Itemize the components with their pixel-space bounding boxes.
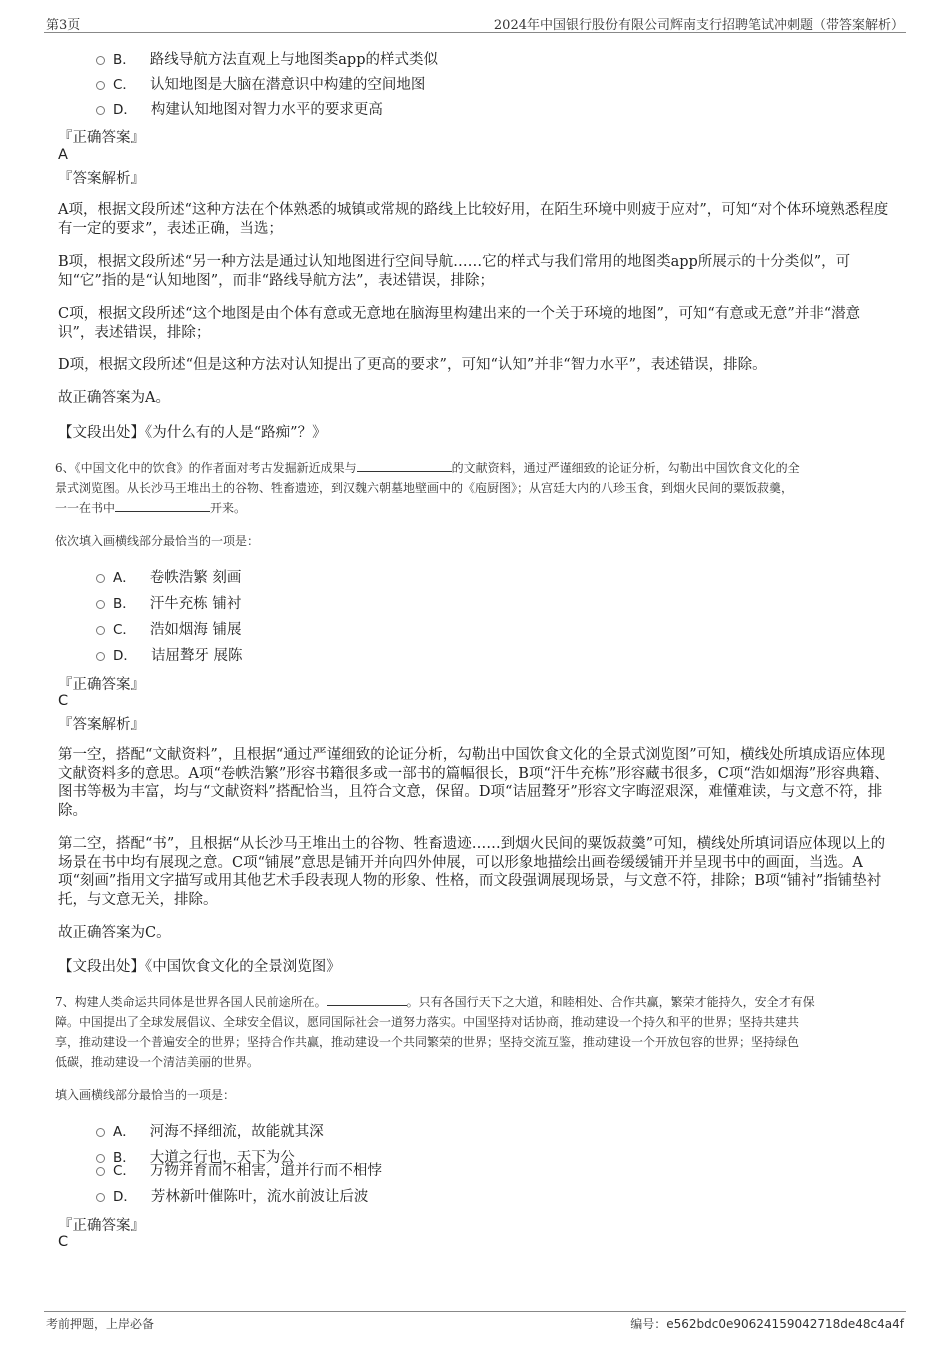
radio-icon[interactable] [96, 81, 105, 90]
option-text: 汗牛充栋 铺衬 [149, 595, 242, 612]
q5-source: 【文段出处】《为什么有的人是“路痴”？》 [58, 425, 327, 441]
q6-conclusion: 故正确答案为C。 [58, 925, 171, 941]
q7-blank [327, 993, 407, 1006]
q6-answer: C [58, 693, 69, 709]
option-text: 万物并育而不相害，道并行而不相悖 [149, 1162, 382, 1179]
radio-icon[interactable] [96, 106, 105, 115]
q6-answer-label: 『正确答案』 [58, 677, 145, 693]
q6-stem [55, 458, 895, 518]
option-text: 卷帙浩繁 刻画 [149, 569, 242, 586]
header-divider [44, 32, 906, 33]
q7-stem-part: 7、构建人类命运共同体是世界各国人民前途所在。 [55, 995, 327, 1009]
radio-icon[interactable] [96, 652, 105, 661]
q6-analysis-second-blank: 第二空，搭配“书”，且根据“从长沙马王堆出土的谷物、牲畜遗迹……到烟火民间的粟饭菽羹”可知，横线处所填词语应体现以上的场景在书中均有展现之意。C项“铺展”意思是铺开并向四外伸展，可以形象地描绘出画卷缓缓铺开并呈现书中的画面，当选。A项“刻画”指用文字描写或用其他艺术手段表现人物的形象、性格，而文段强调展现场景，与文意不符，排除；B项“铺衬”指铺垫衬托，与文意无关，排除。 [58, 836, 886, 908]
q6-source: 【文段出处】《中国饮食文化的全景浏览图》 [58, 959, 341, 975]
page-number: 第3页 [46, 18, 81, 33]
q5-option-b[interactable] [96, 48, 438, 68]
q5-analysis-label: 『答案解析』 [58, 171, 145, 187]
q6-stem-part: 景式浏览图。从长沙马王堆出土的谷物、牲畜遗迹，到汉魏六朝墓地壁画中的《庖厨图》；从宫廷大内的八珍玉食，到烟火民间的粟饭菽羹， [55, 481, 794, 495]
q5-conclusion: 故正确答案为A。 [58, 390, 170, 406]
option-letter: B． [113, 1150, 136, 1166]
q7-option-d[interactable] [96, 1185, 368, 1205]
footer-slogan: 考前押题，上岸必备 [46, 1317, 155, 1331]
option-text: 路线导航方法直观上与地图类app的样式类似 [149, 51, 438, 68]
radio-icon[interactable] [96, 1193, 105, 1202]
q5-answer-label: 『正确答案』 [58, 130, 145, 146]
option-text: 诘屈聱牙 展陈 [150, 647, 243, 664]
q5-analysis-c: C项，根据文段所述“这个地图是由个体有意或无意地在脑海里构建出来的一个关于环境的地图”，可知“有意或无意”并非“潜意识”，表述错误，排除； [58, 306, 861, 341]
option-letter: D． [113, 102, 137, 118]
document-id-label: 编号： [630, 1317, 667, 1331]
q6-option-a[interactable] [96, 566, 241, 586]
radio-icon[interactable] [96, 1167, 105, 1176]
q7-stem [55, 992, 895, 1072]
option-letter: B． [113, 596, 136, 612]
q7-stem-part: 。只有各国行天下之大道，和睦相处、合作共赢，繁荣才能持久，安全才有保 [406, 995, 815, 1009]
q6-option-d[interactable] [96, 644, 243, 664]
q5-analysis-d: D项，根据文段所述“但是这种方法对认知提出了更高的要求”，可知“认知”并非“智力水平”，表述错误，排除。 [58, 357, 767, 373]
q6-prompt: 依次填入画横线部分最恰当的一项是： [55, 534, 260, 548]
q6-stem-part: 6、《中国文化中的饮食》的作者面对考古发掘新近成果与 [55, 461, 357, 475]
q6-stem-part: 开来。 [210, 501, 247, 515]
option-letter: A． [113, 1124, 136, 1140]
q6-analysis-label: 『答案解析』 [58, 717, 145, 733]
q5-option-d[interactable] [96, 98, 383, 118]
option-text: 浩如烟海 铺展 [149, 621, 242, 638]
q7-prompt: 填入画横线部分最恰当的一项是： [55, 1088, 236, 1102]
q6-option-b[interactable] [96, 592, 241, 612]
q5-analysis-b: B项，根据文段所述“另一种方法是通过认知地图进行空间导航……它的样式与我们常用的地图类app所展示的十分类似”，可知“它”指的是“认知地图”，而非“路线导航方法”，表述错误，排除； [58, 254, 851, 289]
q6-option-c[interactable] [96, 618, 242, 638]
option-text: 构建认知地图对智力水平的要求更高 [150, 101, 383, 118]
q6-analysis-first-blank: 第一空，搭配“文献资料”，且根据“通过严谨细致的论证分析，勾勒出中国饮食文化的全景式浏览图”可知，横线处所填成语应体现文献资料多的意思。A项“卷帙浩繁”形容书籍很多或一部书的篇幅很长，B项“汗牛充栋”形容藏书很多，C项“浩如烟海”形容典籍、图书等极为丰富，均与“文献资料”搭配恰当，且符合文意，保留。D项“诘屈聱牙”形容文字晦涩艰深，难懂难读，与文意不符，排除。 [58, 747, 889, 819]
q5-option-c[interactable] [96, 73, 425, 93]
q5-answer: A [58, 147, 68, 163]
option-text: 河海不择细流，故能就其深 [149, 1123, 324, 1140]
radio-icon[interactable] [96, 56, 105, 65]
q7-option-a[interactable] [96, 1120, 324, 1140]
option-text: 大道之行也，天下为公 [149, 1149, 295, 1166]
q5-analysis-a: A项，根据文段所述“这种方法在个体熟悉的城镇或常规的路线上比较好用，在陌生环境中则疲于应对”，可知“对个体环境熟悉程度有一定的要求”，表述正确，当选； [58, 202, 889, 237]
q6-stem-part: 的文献资料，通过严谨细致的论证分析，勾勒出中国饮食文化的全 [451, 461, 800, 475]
document-title: 2024年中国银行股份有限公司辉南支行招聘笔试冲刺题（带答案解析） [493, 18, 904, 33]
option-text: 芳林新叶催陈叶，流水前波让后波 [150, 1188, 369, 1205]
q6-blank-1 [357, 459, 452, 472]
q7-stem-part: 障。中国提出了全球发展倡议、全球安全倡议，愿同国际社会一道努力落实。中国坚持对话协商，推动建设一个持久和平的世界；坚持共建共 [55, 1015, 800, 1029]
option-letter: D． [113, 648, 137, 664]
document-id [630, 1315, 904, 1332]
radio-icon[interactable] [96, 574, 105, 583]
radio-icon[interactable] [96, 1128, 105, 1137]
option-text: 认知地图是大脑在潜意识中构建的空间地图 [149, 76, 426, 93]
radio-icon[interactable] [96, 626, 105, 635]
q7-option-c[interactable] [96, 1159, 382, 1179]
option-letter: A． [113, 570, 136, 586]
option-letter: C． [113, 77, 136, 93]
option-letter: C． [113, 622, 136, 638]
radio-icon[interactable] [96, 600, 105, 609]
document-id-code: e562bdc0e90624159042718de48c4a4f [666, 1317, 904, 1331]
q7-answer-label: 『正确答案』 [58, 1218, 145, 1234]
q7-stem-part: 享，推动建设一个普遍安全的世界；坚持合作共赢，推动建设一个共同繁荣的世界；坚持交流互鉴，推动建设一个开放包容的世界；坚持绿色 [55, 1035, 800, 1049]
q6-blank-2 [115, 499, 210, 512]
option-letter: B． [113, 52, 136, 68]
q7-stem-part: 低碳，推动建设一个清洁美丽的世界。 [55, 1055, 260, 1069]
option-letter: D． [113, 1189, 137, 1205]
q7-answer: C [58, 1234, 69, 1250]
q6-stem-part: 一一在书中 [55, 501, 116, 515]
footer-divider [44, 1311, 906, 1312]
option-letter: C． [113, 1163, 136, 1179]
